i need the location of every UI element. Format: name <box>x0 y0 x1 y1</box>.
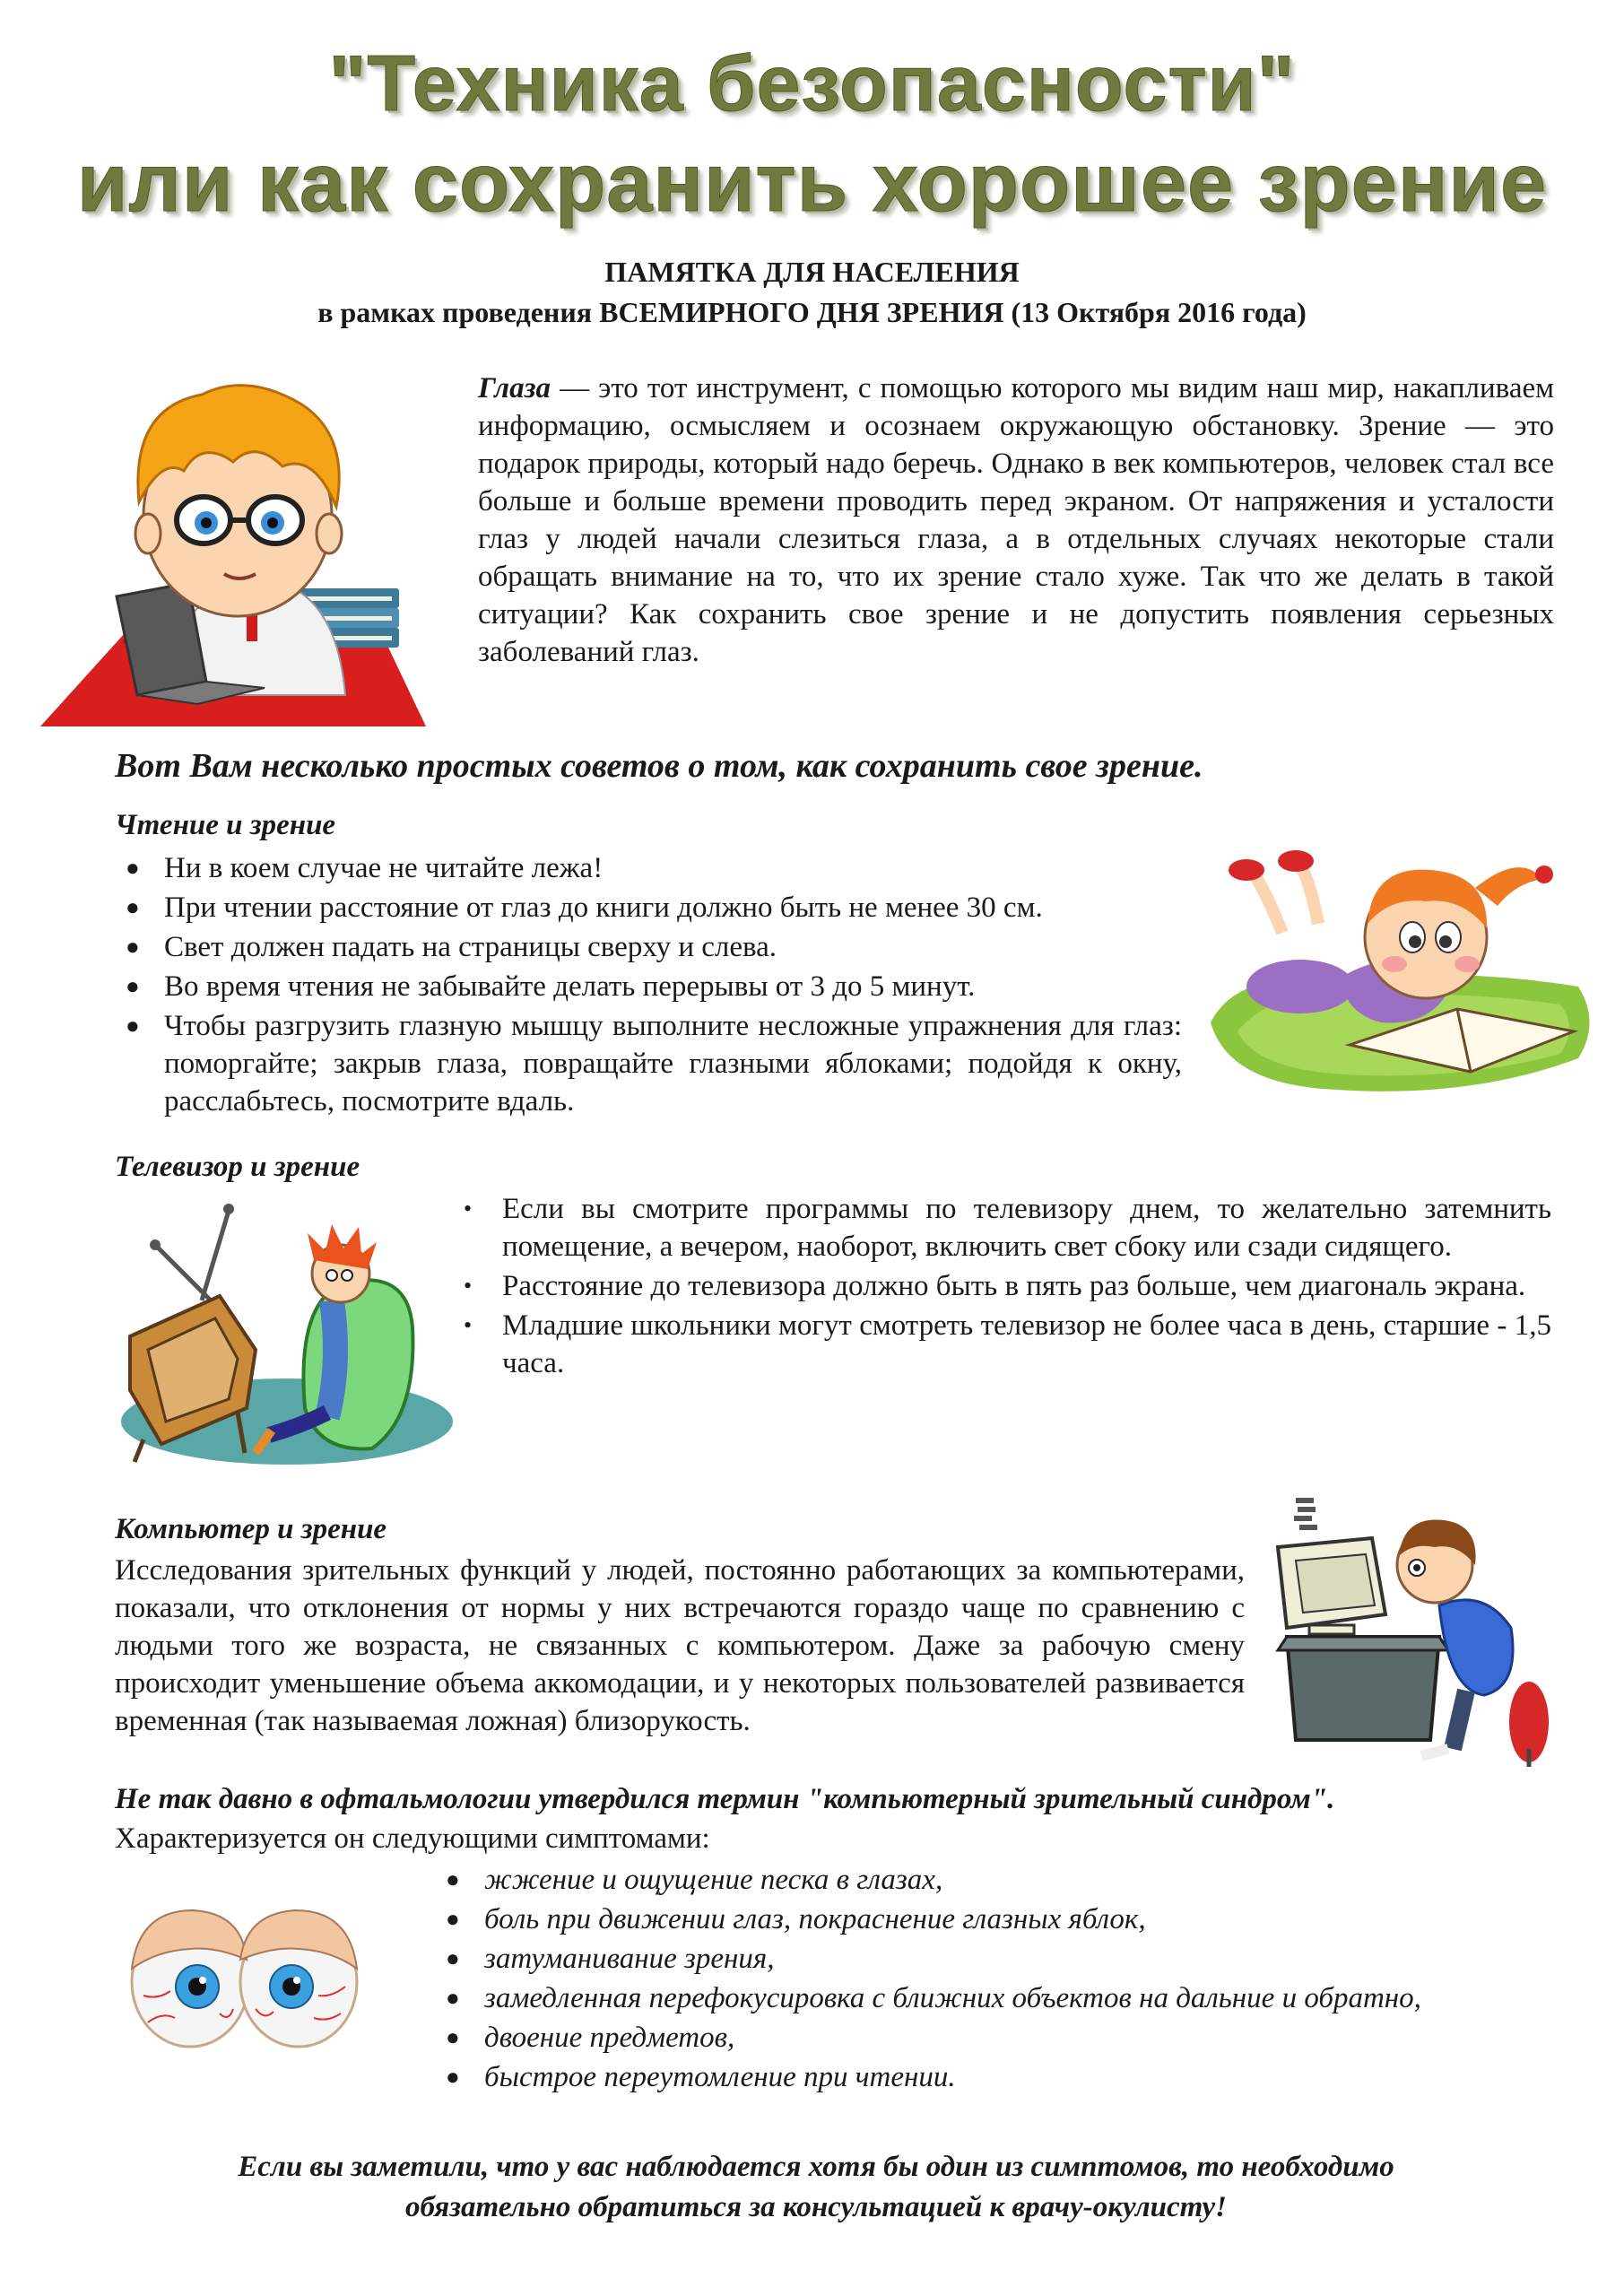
list-item: ● При чтении расстояние от глаз до книги должно быть не менее 30 см. <box>126 891 1043 924</box>
syndrome-subheading: Характеризуется он следующими симптомами: <box>115 1822 710 1855</box>
list-item: ● Свет должен падать на страницы сверху и слева. <box>126 931 777 963</box>
list-item: ● замедленная перефокусировка с ближних объектов на дальние и обратно, <box>446 1982 1421 2014</box>
reading-list <box>115 849 1182 1122</box>
list-item: • Если вы смотрите программы по телевизору днем, то желательно затемнить помещение, а вечером, наоборот, включить свет сбоку или сзади сидящего. <box>464 1193 1551 1263</box>
title-line-1: "Техника безопасности" <box>328 39 1296 127</box>
list-item: ● затуманивание зрения, <box>446 1943 775 1975</box>
list-item: ● жжение и ощущение песка в глазах, <box>446 1864 943 1896</box>
tv-list <box>453 1190 1551 1384</box>
list-item: ● боль при движении глаз, покраснение глазных яблок, <box>446 1903 1146 1935</box>
tv-heading: Телевизор и зрение <box>115 1151 360 1183</box>
list-item: ● двоение предметов, <box>446 2022 735 2054</box>
boy-at-computer-illustration <box>1260 1471 1569 1767</box>
syndrome-list <box>435 1861 1565 2098</box>
intro-lead: Глаза <box>478 372 551 404</box>
final-note-line-2: обязательно обратиться за консультацией к врачу-окулисту! <box>404 2191 1228 2223</box>
list-item: ● Чтобы разгрузить глазную мышцу выполните несложные упражнения для глаз: поморгайте; закрыв глаза, повращайте глазными яблоками; подойдя к окну, расслабьтесь, посмотрите вдаль. <box>126 1010 1182 1118</box>
syndrome-heading: Не так давно в офтальмологии утвердился термин "компьютерный зрительный синдром". <box>115 1783 1335 1815</box>
tired-eyes-illustration <box>126 1897 363 2054</box>
reading-heading: Чтение и зрение <box>115 809 336 841</box>
intro-text: — это тот инструмент, с помощью которого мы видим наш мир, накапливаем информацию, осмысляем и осознаем окружающую обстановку. Зрение — это подарок природы, который надо беречь. Однако в век компьютеров, человек стал все больше и больше времени проводить перед экраном. От напряжения и усталости глаз у людей начали слезиться глаза, а в отдельных случаях некоторые стали обращать внимание на то, что их зрение стало хуже. Так что же делать в такой ситуации? Как сохранить свое зрение и не допустить появления серьезных заболеваний глаз. <box>478 372 1554 668</box>
list-item: ● быстрое переутомление при чтении. <box>446 2061 956 2093</box>
list-item: ● Во время чтения не забывайте делать перерывы от 3 до 5 минут. <box>126 970 976 1003</box>
girl-reading-illustration <box>1202 834 1601 1103</box>
boy-watching-tv-illustration <box>112 1184 453 1471</box>
boy-with-laptop-illustration <box>40 354 462 731</box>
tips-heading: Вот Вам несколько простых советов о том, как сохранить свое зрение. <box>115 747 1203 785</box>
computer-heading: Компьютер и зрение <box>115 1513 387 1545</box>
list-item: • Расстояние до телевизора должно быть в пять раз больше, чем диагональ экрана. <box>464 1270 1526 1302</box>
memo-line-1: ПАМЯТКА ДЛЯ НАСЕЛЕНИЯ <box>604 256 1020 288</box>
title-line-2: или как сохранить хорошее зрение <box>76 137 1548 229</box>
final-note-line-1: Если вы заметили, что у вас наблюдается хотя бы один из симптомов, то необходимо <box>238 2151 1394 2183</box>
intro-paragraph <box>478 370 1554 671</box>
memo-line-2: в рамках проведения ВСЕМИРНОГО ДНЯ ЗРЕНИЯ (13 Октября 2016 года) <box>317 296 1307 328</box>
computer-paragraph: Исследования зрительных функций у людей, постоянно работающих за компьютерами, показали, что отклонения от нормы у них встречаются гораздо чаще по сравнению с людьми того же возраста, не связанных с компьютером. Даже за рабочую смену происходит уменьшение объема аккомодации, и у некоторых пользователей развивается временная (так называемая ложная) близорукость. <box>115 1554 1245 1737</box>
list-item: • Младшие школьники могут смотреть телевизор не более часа в день, старшие - 1,5 часа. <box>464 1309 1551 1379</box>
list-item: ● Ни в коем случае не читайте лежа! <box>126 852 604 884</box>
